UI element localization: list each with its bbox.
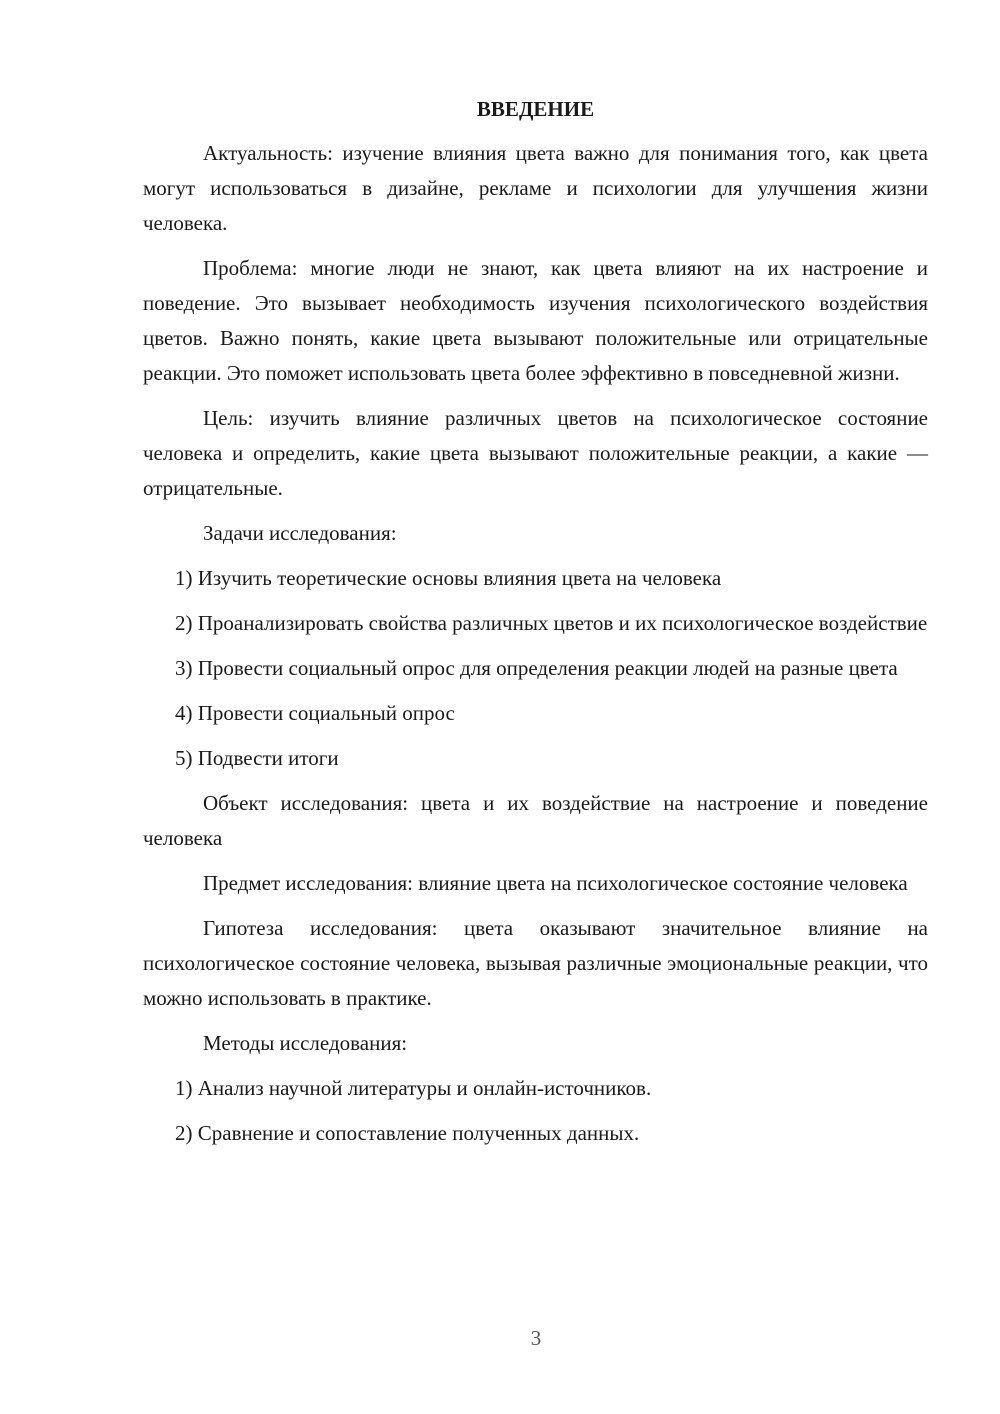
paragraph-object: Объект исследования: цвета и их воздействие на настроение и поведение человека: [143, 791, 928, 850]
paragraph-problem: Проблема: многие люди не знают, как цвета влияют на их настроение и поведение. Это вызывает необходимость изучения психологического воздействия цветов. Важно понять, какие цвета вызывают положительные или отрицательные реакции. Это поможет использовать цвета более эффективно в повседневной жизни.: [143, 256, 928, 385]
document-page: [143, 92, 928, 1161]
paragraph-methods-heading: Методы исследования:: [203, 1031, 408, 1055]
section-title: ВВЕДЕНИЕ: [476, 97, 595, 121]
list-item: 5) Подвести итоги: [175, 746, 339, 770]
page-number: 3: [530, 1326, 542, 1350]
list-item: 1) Анализ научной литературы и онлайн-источников.: [175, 1076, 652, 1100]
paragraph-goal: Цель: изучить влияние различных цветов на психологическое состояние человека и определить, какие цвета вызывают положительные реакции, а какие — отрицательные.: [143, 406, 928, 500]
paragraph-relevance: Актуальность: изучение влияния цвета важно для понимания того, как цвета могут использоваться в дизайне, рекламе и психологии для улучшения жизни человека.: [143, 141, 928, 235]
list-item: 1) Изучить теоретические основы влияния цвета на человека: [175, 566, 722, 590]
list-item: 2) Сравнение и сопоставление полученных данных.: [175, 1121, 640, 1145]
paragraph-subject: Предмет исследования: влияние цвета на психологическое состояние человека: [203, 871, 908, 895]
paragraph-hypothesis: Гипотеза исследования: цвета оказывают значительное влияние на психологическое состояние человека, вызывая различные эмоциональные реакции, что можно использовать в практике.: [143, 916, 928, 1010]
list-item: 3) Провести социальный опрос для определения реакции людей на разные цвета: [175, 656, 898, 680]
paragraph-tasks-heading: Задачи исследования:: [203, 521, 397, 545]
list-item: 2) Проанализировать свойства различных цветов и их психологическое воздействие: [175, 611, 928, 635]
list-item: 4) Провести социальный опрос: [175, 701, 455, 725]
